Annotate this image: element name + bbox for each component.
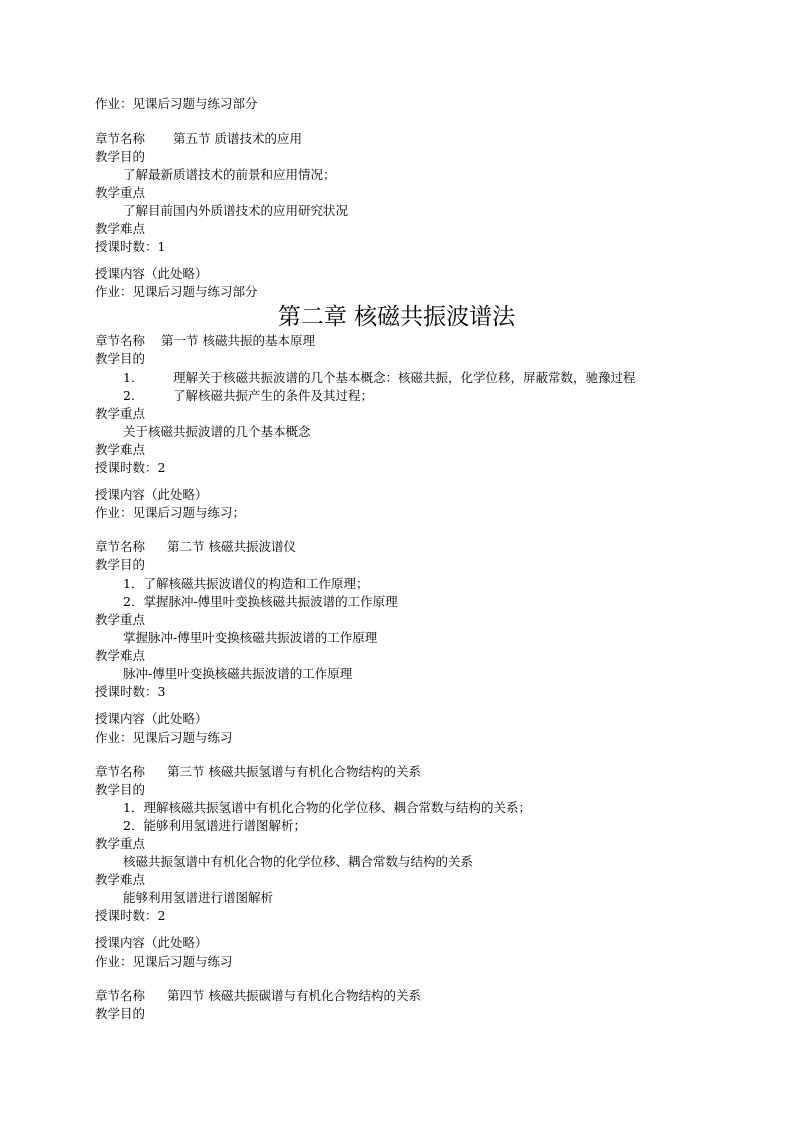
focus-text: 核磁共振氢谱中有机化合物的化学位移、耦合常数与结构的关系	[123, 854, 474, 869]
focus-label: 教学重点	[95, 406, 146, 421]
difficulty-label: 教学难点	[95, 648, 146, 663]
goal-item: 2．能够利用氢谱进行谱图解析；	[123, 818, 306, 833]
homework-line: 作业：见课后习题与练习部分	[95, 284, 258, 299]
goal-item: 1．理解核磁共振氢谱中有机化合物的化学位移、耦合常数与结构的关系；	[123, 800, 531, 815]
section-name-label: 章节名称	[95, 131, 146, 146]
goal-item: 1．了解核磁共振波谱仪的构造和工作原理；	[123, 576, 369, 591]
section-name-label: 章节名称	[95, 539, 146, 554]
difficulty-text: 能够利用氢谱进行谱图解析	[123, 890, 274, 905]
focus-text: 了解目前国内外质谱技术的应用研究状况	[123, 203, 349, 218]
section-title: 第二节 核磁共振波谱仪	[167, 539, 296, 554]
difficulty-label: 教学难点	[95, 221, 146, 236]
section-title: 第四节 核磁共振碳谱与有机化合物结构的关系	[167, 988, 421, 1003]
hours-line: 授课时数：2	[95, 460, 166, 475]
hours-line: 授课时数：2	[95, 908, 166, 923]
focus-label: 教学重点	[95, 612, 146, 627]
homework-line: 作业：见课后习题与练习	[95, 730, 233, 745]
focus-text: 关于核磁共振波谱的几个基本概念	[123, 424, 311, 439]
section-title-line	[95, 538, 296, 556]
chapter-title: 第二章 核磁共振波谱法	[277, 304, 516, 330]
goal-text: 了解核磁共振产生的条件及其过程；	[172, 388, 373, 403]
section-title: 第一节 核磁共振的基本原理	[161, 333, 315, 348]
section-title-line	[95, 130, 302, 148]
focus-text: 掌握脉冲-傅里叶变换核磁共振波谱的工作原理	[123, 630, 378, 645]
goal-item: 2．掌握脉冲-傅里叶变换核磁共振波谱的工作原理	[123, 594, 398, 609]
goal-number: 1.	[123, 370, 135, 385]
difficulty-text: 脉冲-傅里叶变换核磁共振波谱的工作原理	[123, 666, 353, 681]
goal-label: 教学目的	[95, 351, 146, 366]
section-name-label: 章节名称	[95, 764, 146, 779]
homework-line: 作业：见课后习题与练习部分	[95, 96, 258, 111]
content-line: 授课内容（此处略）	[95, 266, 208, 281]
focus-label: 教学重点	[95, 836, 146, 851]
focus-label: 教学重点	[95, 185, 146, 200]
section-title: 第五节 质谱技术的应用	[173, 131, 302, 146]
goal-label: 教学目的	[95, 149, 146, 164]
homework-line: 作业：见课后习题与练习；	[95, 505, 246, 520]
section-title-line	[95, 987, 421, 1005]
section-name-label: 章节名称	[95, 988, 146, 1003]
goal-text: 理解关于核磁共振波谱的几个基本概念：核磁共振，化学位移，屏蔽常数，驰豫过程	[172, 370, 636, 385]
goal-item	[123, 369, 635, 387]
content-line: 授课内容（此处略）	[95, 487, 208, 502]
hours-line: 授课时数：1	[95, 239, 166, 254]
section-name-label: 章节名称	[95, 333, 146, 348]
goal-label: 教学目的	[95, 557, 146, 572]
difficulty-label: 教学难点	[95, 442, 146, 457]
goal-label: 教学目的	[95, 782, 146, 797]
homework-line: 作业：见课后习题与练习	[95, 954, 233, 969]
hours-line: 授课时数：3	[95, 684, 166, 699]
section-title-line	[95, 332, 315, 350]
goal-number: 2.	[123, 388, 135, 403]
difficulty-label: 教学难点	[95, 872, 146, 887]
goal-text: 了解最新质谱技术的前景和应用情况；	[123, 167, 336, 182]
goal-label: 教学目的	[95, 1006, 146, 1021]
content-line: 授课内容（此处略）	[95, 711, 208, 726]
section-title: 第三节 核磁共振氢谱与有机化合物结构的关系	[167, 764, 421, 779]
section-title-line	[95, 763, 421, 781]
content-line: 授课内容（此处略）	[95, 935, 208, 950]
goal-item	[123, 387, 373, 405]
